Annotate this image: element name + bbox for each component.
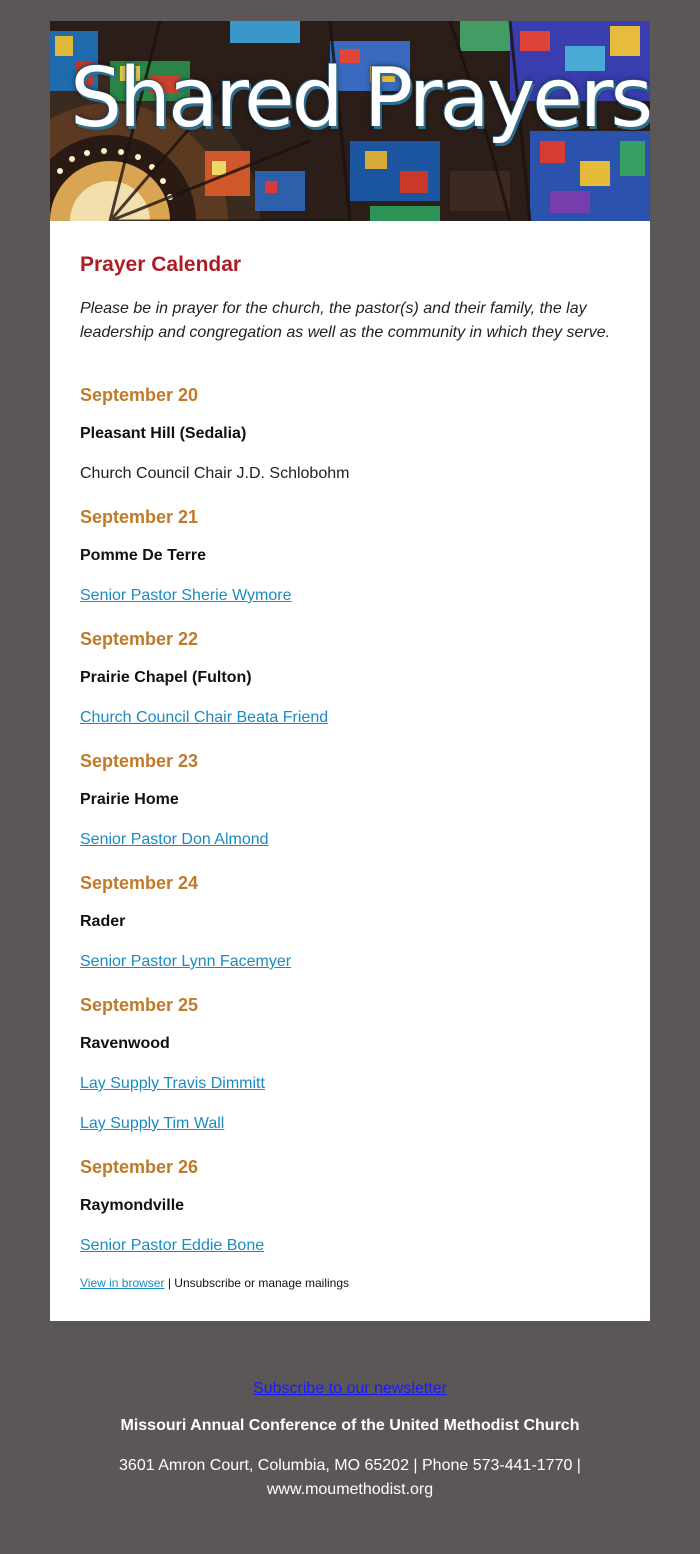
page-footer — [0, 1380, 700, 1502]
footer-links — [80, 1276, 349, 1290]
entry-church: Pomme De Terre — [80, 547, 206, 564]
banner-image — [50, 21, 650, 221]
entry-date: September 26 — [80, 1157, 199, 1177]
entry-church: Pleasant Hill (Sedalia) — [80, 425, 247, 442]
entry-date: September 22 — [80, 629, 199, 649]
entry-person-link[interactable]: Senior Pastor Sherie Wymore — [80, 587, 292, 604]
entry-person-link[interactable]: Lay Supply Travis Dimmitt — [80, 1075, 265, 1092]
view-in-browser-link[interactable]: View in browser — [80, 1276, 165, 1290]
entry-person-link[interactable]: Senior Pastor Don Almond — [80, 831, 269, 848]
subscribe-link[interactable]: Subscribe to our newsletter — [253, 1380, 447, 1397]
entry-church: Rader — [80, 913, 126, 930]
entry-date: September 20 — [80, 385, 199, 405]
page-title: Prayer Calendar — [80, 253, 242, 276]
banner-title: Shared Prayers — [70, 51, 650, 146]
entry-person-link[interactable]: Senior Pastor Eddie Bone — [80, 1237, 265, 1254]
entry-date: September 21 — [80, 507, 199, 527]
organization-name: Missouri Annual Conference of the United Methodist Church — [120, 1417, 580, 1434]
entry-person-link[interactable]: Senior Pastor Lynn Facemyer — [80, 953, 292, 970]
unsubscribe-text: Unsubscribe or manage mailings — [174, 1276, 350, 1290]
entry-church: Ravenwood — [80, 1035, 170, 1052]
entry-person-link[interactable]: Lay Supply Tim Wall — [80, 1115, 225, 1132]
footer-separator: | — [164, 1276, 175, 1290]
entry-date: September 23 — [80, 751, 199, 771]
entry-date: September 25 — [80, 995, 199, 1015]
entry-church: Prairie Chapel (Fulton) — [80, 669, 252, 686]
newsletter-card — [50, 21, 650, 1321]
entry-date: September 24 — [80, 873, 199, 893]
entry-person-link[interactable]: Church Council Chair Beata Friend — [80, 709, 329, 726]
entry-church: Raymondville — [80, 1197, 185, 1214]
organization-address: 3601 Amron Court, Columbia, MO 65202 | Phone 573-441-1770 | www.moumethodist.org — [119, 1457, 581, 1498]
intro-text: Please be in prayer for the church, the pastor(s) and their family, the lay leadership and congregation as well as the community in which they serve. — [80, 300, 611, 341]
entry-person: Church Council Chair J.D. Schlobohm — [80, 465, 350, 482]
entry-church: Prairie Home — [80, 791, 179, 808]
